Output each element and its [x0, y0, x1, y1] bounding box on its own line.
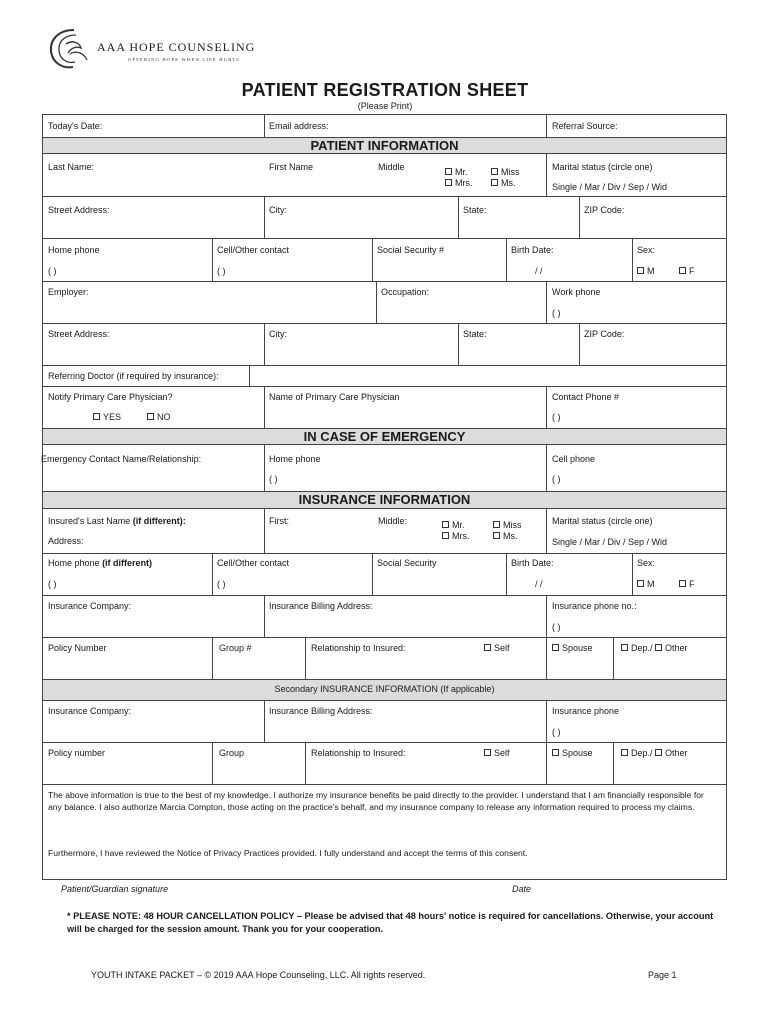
- emergency-cell-phone-label: Cell phone: [552, 454, 596, 464]
- emergency-contact-label: Emergency Contact Name/Relationship:: [41, 454, 202, 464]
- privacy-paragraph: Furthermore, I have reviewed the Notice of Privacy Practices provided. I fully understand and accept the terms of this consent.: [48, 848, 528, 858]
- contact-phone-area: ( ): [552, 412, 561, 422]
- birth-date-slashes: / /: [535, 266, 543, 276]
- insurance-phone-area: ( ): [552, 622, 561, 632]
- title-mr-checkbox[interactable]: Mr.: [445, 167, 468, 178]
- city-2-label: City:: [269, 329, 287, 339]
- ins-title-miss-checkbox[interactable]: Miss: [493, 520, 522, 531]
- relationship-self-checkbox[interactable]: Self: [484, 643, 510, 654]
- insured-address-label: Address:: [48, 536, 84, 546]
- cancellation-policy-note: * PLEASE NOTE: 48 HOUR CANCELLATION POLICY – Please be advised that 48 hours' notice is required for cancellations. Otherwise, your account will be charged for the session amount. Thank you for your cooperation.: [67, 911, 714, 934]
- work-phone-area: ( ): [552, 308, 561, 318]
- title-ms-checkbox[interactable]: Ms.: [491, 178, 516, 189]
- footer-copyright: YOUTH INTAKE PACKET – © 2019 AAA Hope Counseling, LLC. All rights reserved.: [91, 970, 426, 980]
- state-2-label: State:: [463, 329, 487, 339]
- ssn-label: Social Security #: [377, 245, 445, 255]
- ins-title-mr-checkbox[interactable]: Mr.: [442, 520, 465, 531]
- insurance-heading: INSURANCE INFORMATION: [298, 492, 471, 507]
- last-name-label: Last Name:: [48, 162, 95, 172]
- logo-wordmark: AAA HOPE COUNSELING: [97, 40, 256, 54]
- ins-marital-status-label: Marital status (circle one): [552, 516, 653, 526]
- ins-birth-date-slashes: / /: [535, 579, 543, 589]
- middle-label: Middle: [378, 162, 405, 172]
- zip-2-label: ZIP Code:: [584, 329, 625, 339]
- home-phone-area: ( ): [48, 266, 57, 276]
- ins-cell-phone-area: ( ): [217, 579, 226, 589]
- insurance-billing-address-label: Insurance Billing Address:: [269, 601, 373, 611]
- street-address-2-label: Street Address:: [48, 329, 110, 339]
- sec-relationship-self-checkbox[interactable]: Self: [484, 748, 510, 759]
- ins-sex-male-checkbox[interactable]: M: [637, 579, 655, 590]
- cell-phone-area: ( ): [217, 266, 226, 276]
- notify-yes-checkbox[interactable]: YES: [93, 412, 121, 423]
- first-name-label: First Name: [269, 162, 314, 172]
- insurance-phone-label: Insurance phone no.:: [552, 601, 637, 611]
- occupation-label: Occupation:: [381, 287, 430, 297]
- sec-group-label: Group: [219, 748, 245, 758]
- sex-male-checkbox[interactable]: M: [637, 266, 655, 277]
- emergency-cell-phone-area: ( ): [552, 474, 561, 484]
- insured-last-name-label: Insured's Last Name (if different):: [48, 516, 186, 526]
- ins-birth-date-label: Birth Date:: [511, 558, 554, 568]
- registration-form: [41, 114, 727, 894]
- insured-middle-label: Middle:: [378, 516, 408, 526]
- sex-label: Sex:: [637, 245, 656, 255]
- emergency-home-phone-area: ( ): [269, 474, 278, 484]
- group-number-label: Group #: [219, 643, 252, 653]
- policy-number-label: Policy Number: [48, 643, 107, 653]
- sec-insurance-company-label: Insurance Company:: [48, 706, 132, 716]
- signature-label: Patient/Guardian signature: [61, 884, 169, 894]
- ins-sex-female-checkbox[interactable]: F: [679, 579, 695, 590]
- title-miss-checkbox[interactable]: Miss: [491, 167, 520, 178]
- date-label: Date: [512, 884, 532, 894]
- sec-relationship-spouse-checkbox[interactable]: Spouse: [552, 748, 593, 759]
- sex-female-checkbox[interactable]: F: [679, 266, 695, 277]
- secondary-insurance-heading: Secondary INSURANCE INFORMATION (If applicable): [274, 684, 495, 694]
- referral-source-label: Referral Source:: [552, 121, 618, 131]
- zip-label: ZIP Code:: [584, 205, 625, 215]
- sec-relationship-dep-checkbox[interactable]: Dep./ Other: [621, 748, 688, 759]
- relationship-spouse-checkbox[interactable]: Spouse: [552, 643, 593, 654]
- title-mrs-checkbox[interactable]: Mrs.: [445, 178, 473, 189]
- patient-info-heading: PATIENT INFORMATION: [310, 138, 459, 153]
- page-subtitle: (Please Print): [357, 101, 413, 111]
- ins-sex-label: Sex:: [637, 558, 656, 568]
- notify-no-checkbox[interactable]: NO: [147, 412, 171, 423]
- marital-status-label: Marital status (circle one): [552, 162, 653, 172]
- home-phone-label: Home phone: [48, 245, 100, 255]
- sec-relationship-label: Relationship to Insured:: [311, 748, 406, 758]
- marital-status-options[interactable]: Single / Mar / Div / Sep / Wid: [552, 182, 668, 192]
- relationship-label: Relationship to Insured:: [311, 643, 406, 653]
- page-number: Page 1: [648, 970, 677, 980]
- contact-phone-label: Contact Phone #: [552, 392, 620, 402]
- emergency-home-phone-label: Home phone: [269, 454, 321, 464]
- todays-date-label: Today's Date:: [48, 121, 103, 131]
- emergency-heading: IN CASE OF EMERGENCY: [303, 429, 466, 444]
- notify-pcp-label: Notify Primary Care Physician?: [48, 392, 173, 402]
- birth-date-label: Birth Date:: [511, 245, 554, 255]
- page-title: PATIENT REGISTRATION SHEET: [241, 80, 529, 100]
- sec-insurance-phone-area: ( ): [552, 727, 561, 737]
- ins-cell-contact-label: Cell/Other contact: [217, 558, 290, 568]
- ins-marital-status-options[interactable]: Single / Mar / Div / Sep / Wid: [552, 537, 668, 547]
- work-phone-label: Work phone: [552, 287, 601, 297]
- city-label: City:: [269, 205, 287, 215]
- sec-policy-number-label: Policy number: [48, 748, 106, 758]
- insured-first-label: First:: [269, 516, 289, 526]
- cell-contact-label: Cell/Other contact: [217, 245, 290, 255]
- street-address-label: Street Address:: [48, 205, 110, 215]
- email-label: Email address:: [269, 121, 329, 131]
- insurance-company-label: Insurance Company:: [48, 601, 132, 611]
- consent-paragraph: The above information is true to the best of my knowledge. I authorize my insurance benefits be paid directly to the provider. I understand that I am financially responsible for any balance. I also authorize Marcia Compton, those acting on the practice's behalf, and my insurance company to release any information required to process my claims.: [48, 790, 704, 812]
- ins-title-mrs-checkbox[interactable]: Mrs.: [442, 531, 470, 542]
- sec-insurance-phone-label: Insurance phone: [552, 706, 620, 716]
- ins-home-phone-area: ( ): [48, 579, 57, 589]
- logo-tagline: OFFERING HOPE WHEN LIFE HURTS: [128, 57, 241, 62]
- referring-doctor-label: Referring Doctor (if required by insurance):: [48, 371, 219, 381]
- pcp-name-label: Name of Primary Care Physician: [269, 392, 400, 402]
- sec-billing-address-label: Insurance Billing Address:: [269, 706, 373, 716]
- ins-ssn-label: Social Security: [377, 558, 437, 568]
- relationship-dep-checkbox[interactable]: Dep./ Other: [621, 643, 688, 654]
- ins-title-ms-checkbox[interactable]: Ms.: [493, 531, 518, 542]
- state-label: State:: [463, 205, 487, 215]
- employer-label: Employer:: [48, 287, 89, 297]
- ins-home-phone-label: Home phone (if different): [48, 558, 153, 568]
